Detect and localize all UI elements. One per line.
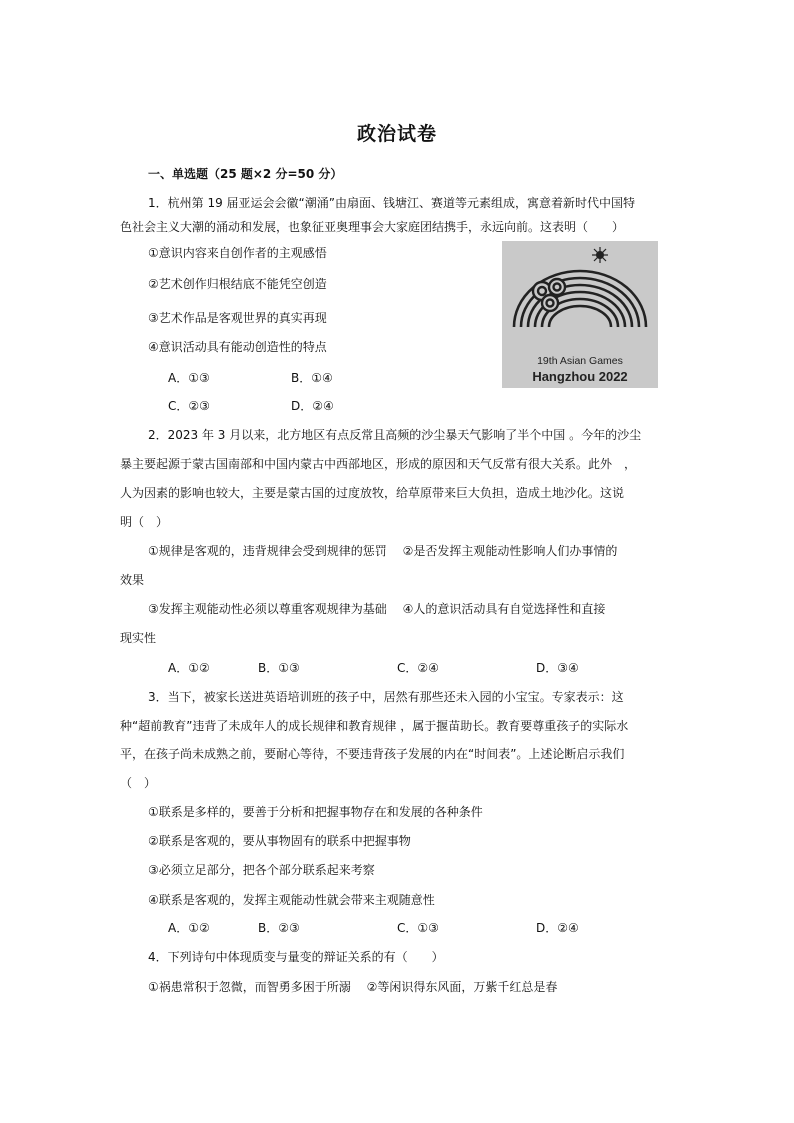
q1-item-2: ②艺术创作归根结底不能凭空创造 [148,277,327,291]
q1-item-4: ④意识活动具有能动创造性的特点 [148,340,327,354]
q3-stem-line4: （ ） [120,776,157,790]
q1-stem-line1: 1．杭州第 19 届亚运会会徽“潮涌”由扇面、钱塘江、赛道等元素组成，寓意着新时代中国特 [148,196,635,210]
q1-item-1: ①意识内容来自创作者的主观感悟 [148,246,327,260]
q1-item-3: ③艺术作品是客观世界的真实再现 [148,311,327,325]
q2-stem-line4: 明（ ） [120,515,169,529]
asian-games-emblem-icon [502,241,658,388]
q2-option-d[interactable]: D．③④ [536,661,579,675]
q3-stem-line3: 平，在孩子尚未成熟之前，要耐心等待，不要违背孩子发展的内在“时间表”。上述论断启示我们 [120,747,625,761]
q2-item-line2: 效果 [120,573,145,587]
q3-stem-line1: 3．当下，被家长送进英语培训班的孩子中，居然有那些还未入园的小宝宝。专家表示：这 [148,690,624,704]
q1-option-b[interactable]: B．①④ [291,371,333,385]
q3-item-3: ③必须立足部分，把各个部分联系起来考察 [148,863,375,877]
q2-item-line1: ①规律是客观的，违背规律会受到规律的惩罚 ②是否发挥主观能动性影响人们办事情的 [148,544,618,558]
q2-stem-line3: 人为因素的影响也较大，主要是蒙古国的过度放牧，给草原带来巨大负担，造成土地沙化。这说 [120,486,625,500]
q1-stem-line2: 色社会主义大潮的涌动和发展，也象征亚奥理事会大家庭团结携手，永远向前。这表明（ ） [120,220,625,234]
q3-item-1: ①联系是多样的，要善于分析和把握事物存在和发展的各种条件 [148,805,483,819]
asian-games-logo [502,241,658,388]
q2-item-line3: ③发挥主观能动性必须以尊重客观规律为基础 ④人的意识活动具有自觉选择性和直接 [148,602,606,616]
q1-option-a[interactable]: A．①③ [168,371,210,385]
q2-option-c[interactable]: C．②④ [397,661,439,675]
q2-option-a[interactable]: A．①② [168,661,210,675]
q1-option-c[interactable]: C．②③ [168,399,210,413]
q2-item-line4: 现实性 [120,631,157,645]
q3-stem-line2: 种“超前教育”违背了未成年人的成长规律和教育规律 ，属于揠苗助长。教育要尊重孩子的实际水 [120,719,629,733]
q2-stem-line1: 2．2023 年 3 月以来，北方地区有点反常且高频的沙尘暴天气影响了半个中国 。今年的沙尘 [148,428,642,442]
q4-stem: 4．下列诗句中体现质变与量变的辩证关系的有（ ） [148,950,444,964]
q3-option-d[interactable]: D．②④ [536,921,579,935]
q4-items: ①祸患常积于忽微，而智勇多困于所溺 ②等闲识得东风面，万紫千红总是春 [148,980,558,994]
section-heading: 一、单选题（25 题×2 分=50 分） [148,167,343,181]
q3-item-2: ②联系是客观的，要从事物固有的联系中把握事物 [148,834,411,848]
q1-option-d[interactable]: D．②④ [291,399,334,413]
q3-option-b[interactable]: B．②③ [258,921,300,935]
q3-option-a[interactable]: A．①② [168,921,210,935]
logo-line-2: Hangzhou 2022 [532,369,628,384]
logo-line-1: 19th Asian Games [537,355,623,367]
q2-option-b[interactable]: B．①③ [258,661,300,675]
q3-item-4: ④联系是客观的，发挥主观能动性就会带来主观随意性 [148,893,435,907]
q2-stem-line2: 暴主要起源于蒙古国南部和中国内蒙古中西部地区，形成的原因和天气反常有很大关系。此外 ， [120,457,637,471]
page-title: 政治试卷 [356,123,437,145]
q3-option-c[interactable]: C．①③ [397,921,439,935]
